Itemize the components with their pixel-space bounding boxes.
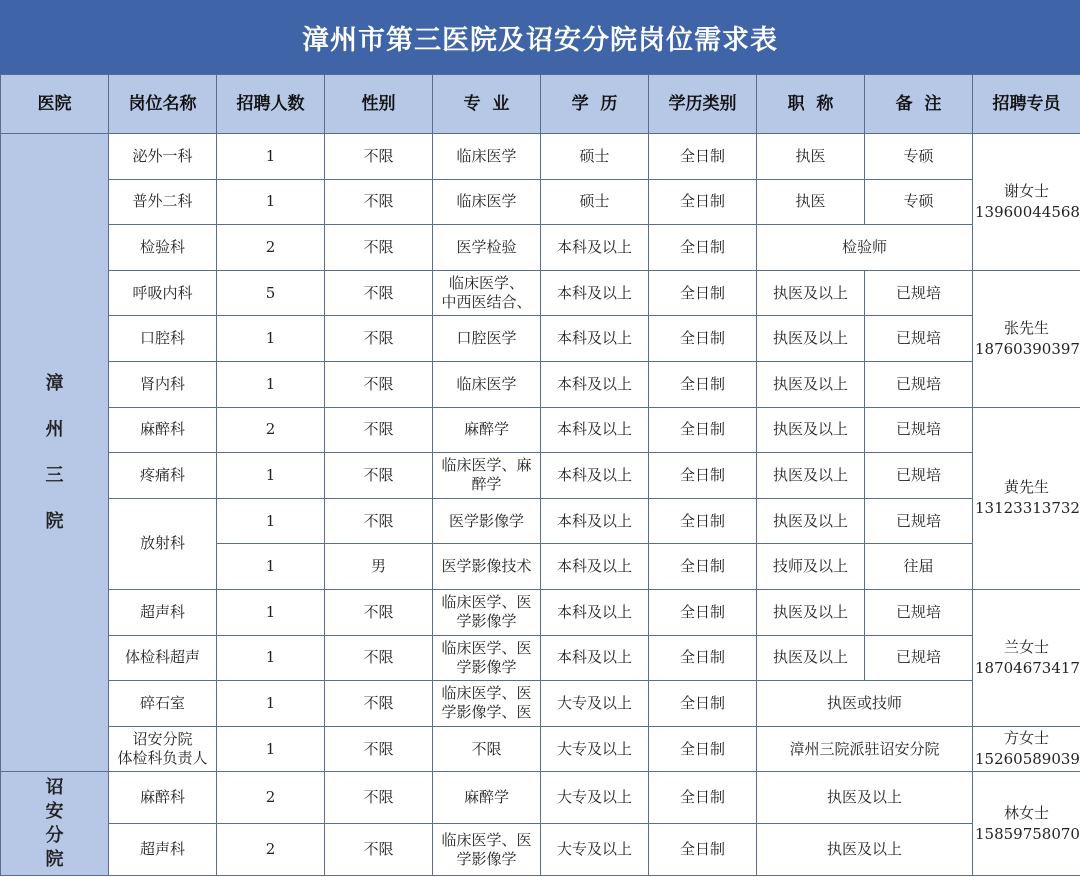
- education-type-cell: 全日制: [649, 681, 757, 727]
- table-row: [1, 134, 1080, 180]
- gender-cell: 不限: [325, 270, 433, 316]
- post-cell: [109, 726, 217, 772]
- education-cell: 大专及以上: [541, 681, 649, 727]
- contact-phone: 15260589039: [975, 750, 1080, 769]
- contact-cell: [973, 589, 1080, 726]
- count-cell: 2: [217, 824, 325, 876]
- post-cell: 体检科超声: [109, 635, 217, 681]
- table-row: [1, 225, 1080, 271]
- education-type-cell: 全日制: [649, 635, 757, 681]
- education-cell: 大专及以上: [541, 726, 649, 772]
- post-cell: 麻醉科: [109, 772, 217, 824]
- table-row: [1, 361, 1080, 407]
- major-cell: [433, 589, 541, 635]
- major-text: 临床医学、医 学影像学: [441, 638, 532, 676]
- count-cell: 5: [217, 270, 325, 316]
- note-cell: 已规培: [865, 635, 973, 681]
- post-cell: 超声科: [109, 589, 217, 635]
- table-row: [1, 316, 1080, 362]
- education-cell: 本科及以上: [541, 453, 649, 499]
- education-cell: 本科及以上: [541, 361, 649, 407]
- contact-cell: [973, 407, 1080, 589]
- header-gender: 性别: [325, 75, 433, 134]
- count-cell: 2: [217, 225, 325, 271]
- major-text: 临床医学、麻 醉学: [441, 456, 532, 494]
- note-cell: 已规培: [865, 453, 973, 499]
- count-cell: 1: [217, 134, 325, 180]
- count-cell: 1: [217, 635, 325, 681]
- post-cell: 肾内科: [109, 361, 217, 407]
- title-cell: 执医及以上: [757, 498, 865, 544]
- note-cell: 已规培: [865, 316, 973, 362]
- header-note: 备 注: [865, 75, 973, 134]
- gender-cell: 不限: [325, 361, 433, 407]
- title-cell: 执医及以上: [757, 316, 865, 362]
- table-row: [1, 453, 1080, 499]
- education-type-cell: 全日制: [649, 453, 757, 499]
- education-cell: 硕士: [541, 134, 649, 180]
- contact-name: 方女士: [1003, 729, 1049, 748]
- education-type-cell: 全日制: [649, 316, 757, 362]
- recruitment-table: [0, 74, 1080, 876]
- major-cell: 临床医学: [433, 361, 541, 407]
- contact-cell: [973, 726, 1080, 772]
- education-cell: 本科及以上: [541, 270, 649, 316]
- post-cell: 泌外一科: [109, 134, 217, 180]
- title-note-cell: 执医或技师: [757, 681, 973, 727]
- major-cell: [433, 453, 541, 499]
- major-cell: 医学影像学: [433, 498, 541, 544]
- post-cell: 疼痛科: [109, 453, 217, 499]
- education-cell: 本科及以上: [541, 498, 649, 544]
- header-post: 岗位名称: [109, 75, 217, 134]
- note-cell: 已规培: [865, 589, 973, 635]
- title-cell: 执医及以上: [757, 635, 865, 681]
- contact-name: 黄先生: [1003, 478, 1049, 497]
- post-cell: 呼吸内科: [109, 270, 217, 316]
- gender-cell: 不限: [325, 824, 433, 876]
- contact-name: 张先生: [1003, 318, 1049, 337]
- count-cell: 1: [217, 179, 325, 225]
- major-cell: 医学检验: [433, 225, 541, 271]
- note-cell: 专硕: [865, 134, 973, 180]
- header-major: 专 业: [433, 75, 541, 134]
- gender-cell: 不限: [325, 635, 433, 681]
- note-cell: 已规培: [865, 361, 973, 407]
- contact-name: 林女士: [1003, 803, 1049, 822]
- gender-cell: 不限: [325, 772, 433, 824]
- page-title: 漳州市第三医院及诏安分院岗位需求表: [0, 0, 1080, 74]
- table-row: [1, 270, 1080, 316]
- major-cell: 医学影像技术: [433, 544, 541, 590]
- education-type-cell: 全日制: [649, 589, 757, 635]
- education-cell: 本科及以上: [541, 589, 649, 635]
- education-type-cell: 全日制: [649, 726, 757, 772]
- education-cell: 本科及以上: [541, 544, 649, 590]
- post-cell: 麻醉科: [109, 407, 217, 453]
- table-row: [1, 179, 1080, 225]
- table-row: [1, 681, 1080, 727]
- gender-cell: 不限: [325, 134, 433, 180]
- header-row: [1, 75, 1080, 134]
- header-hospital: 医院: [1, 75, 109, 134]
- education-type-cell: 全日制: [649, 544, 757, 590]
- contact-phone: 13123313732: [975, 499, 1080, 518]
- header-contact: 招聘专员: [973, 75, 1080, 134]
- education-type-cell: 全日制: [649, 179, 757, 225]
- contact-phone: 13960044568: [975, 202, 1080, 221]
- gender-cell: 不限: [325, 498, 433, 544]
- major-text: 临床医学、医 学影像学: [441, 830, 532, 868]
- education-type-cell: 全日制: [649, 498, 757, 544]
- count-cell: 1: [217, 498, 325, 544]
- count-cell: 1: [217, 316, 325, 362]
- post-cell: 检验科: [109, 225, 217, 271]
- count-cell: 1: [217, 544, 325, 590]
- title-note-cell: 执医及以上: [757, 824, 973, 876]
- header-education: 学 历: [541, 75, 649, 134]
- count-cell: 2: [217, 772, 325, 824]
- title-cell: 执医及以上: [757, 589, 865, 635]
- education-type-cell: 全日制: [649, 134, 757, 180]
- gender-cell: 不限: [325, 179, 433, 225]
- education-cell: 本科及以上: [541, 316, 649, 362]
- hospital-name: 诏 安 分 院: [1, 772, 109, 876]
- gender-cell: 不限: [325, 407, 433, 453]
- title-note-cell: 漳州三院派驻诏安分院: [757, 726, 973, 772]
- title-cell: 执医: [757, 179, 865, 225]
- table-row: [1, 772, 1080, 824]
- title-note-cell: 执医及以上: [757, 772, 973, 824]
- table-row: [1, 589, 1080, 635]
- major-cell: [433, 681, 541, 727]
- title-cell: 技师及以上: [757, 544, 865, 590]
- major-cell: [433, 824, 541, 876]
- table-row: [1, 498, 1080, 544]
- note-cell: 已规培: [865, 407, 973, 453]
- major-cell: 麻醉学: [433, 772, 541, 824]
- contact-cell: [973, 270, 1080, 407]
- post-cell: 口腔科: [109, 316, 217, 362]
- title-cell: 执医及以上: [757, 270, 865, 316]
- note-cell: 已规培: [865, 270, 973, 316]
- post-cell: 超声科: [109, 824, 217, 876]
- table-row: [1, 824, 1080, 876]
- education-type-cell: 全日制: [649, 772, 757, 824]
- post-cell: 碎石室: [109, 681, 217, 727]
- major-cell: 临床医学: [433, 179, 541, 225]
- table-row: [1, 407, 1080, 453]
- major-cell: 口腔医学: [433, 316, 541, 362]
- count-cell: 1: [217, 589, 325, 635]
- table-row: [1, 635, 1080, 681]
- gender-cell: 不限: [325, 453, 433, 499]
- major-cell: [433, 270, 541, 316]
- count-cell: 1: [217, 681, 325, 727]
- major-text: 临床医学、 中西医结合、: [441, 274, 532, 312]
- count-cell: 2: [217, 407, 325, 453]
- title-note-cell: 检验师: [757, 225, 973, 271]
- gender-cell: 不限: [325, 589, 433, 635]
- count-cell: 1: [217, 453, 325, 499]
- contact-phone: 18704673417: [975, 658, 1080, 677]
- education-type-cell: 全日制: [649, 225, 757, 271]
- gender-cell: 不限: [325, 316, 433, 362]
- post-cell: 放射科: [109, 498, 217, 589]
- hospital-name: 漳 州 三 院: [1, 134, 109, 772]
- header-education-type: 学历类别: [649, 75, 757, 134]
- education-type-cell: 全日制: [649, 270, 757, 316]
- header-title: 职 称: [757, 75, 865, 134]
- contact-name: 兰女士: [1003, 637, 1049, 656]
- major-text: 临床医学、医 学影像学、医: [441, 684, 532, 722]
- title-cell: 执医及以上: [757, 407, 865, 453]
- post-cell: 普外二科: [109, 179, 217, 225]
- gender-cell: 男: [325, 544, 433, 590]
- education-cell: 大专及以上: [541, 772, 649, 824]
- education-cell: 本科及以上: [541, 225, 649, 271]
- contact-name: 谢女士: [1003, 181, 1049, 200]
- gender-cell: 不限: [325, 225, 433, 271]
- count-cell: 1: [217, 726, 325, 772]
- major-cell: 麻醉学: [433, 407, 541, 453]
- title-cell: 执医及以上: [757, 361, 865, 407]
- title-cell: 执医: [757, 134, 865, 180]
- gender-cell: 不限: [325, 681, 433, 727]
- major-cell: [433, 635, 541, 681]
- note-cell: 已规培: [865, 498, 973, 544]
- major-cell: 不限: [433, 726, 541, 772]
- contact-phone: 18760390397: [975, 339, 1080, 358]
- education-type-cell: 全日制: [649, 361, 757, 407]
- title-cell: 执医及以上: [757, 453, 865, 499]
- education-cell: 本科及以上: [541, 407, 649, 453]
- education-cell: 硕士: [541, 179, 649, 225]
- contact-cell: [973, 772, 1080, 876]
- note-cell: 专硕: [865, 179, 973, 225]
- major-text: 临床医学、医 学影像学: [441, 593, 532, 631]
- major-cell: 临床医学: [433, 134, 541, 180]
- note-cell: 往届: [865, 544, 973, 590]
- education-type-cell: 全日制: [649, 824, 757, 876]
- post-text: 诏安分院 体检科负责人: [117, 730, 208, 768]
- gender-cell: 不限: [325, 726, 433, 772]
- contact-phone: 15859758070: [975, 824, 1080, 843]
- education-cell: 大专及以上: [541, 824, 649, 876]
- table-row: [1, 726, 1080, 772]
- contact-cell: [973, 134, 1080, 271]
- education-cell: 本科及以上: [541, 635, 649, 681]
- count-cell: 1: [217, 361, 325, 407]
- education-type-cell: 全日制: [649, 407, 757, 453]
- header-count: 招聘人数: [217, 75, 325, 134]
